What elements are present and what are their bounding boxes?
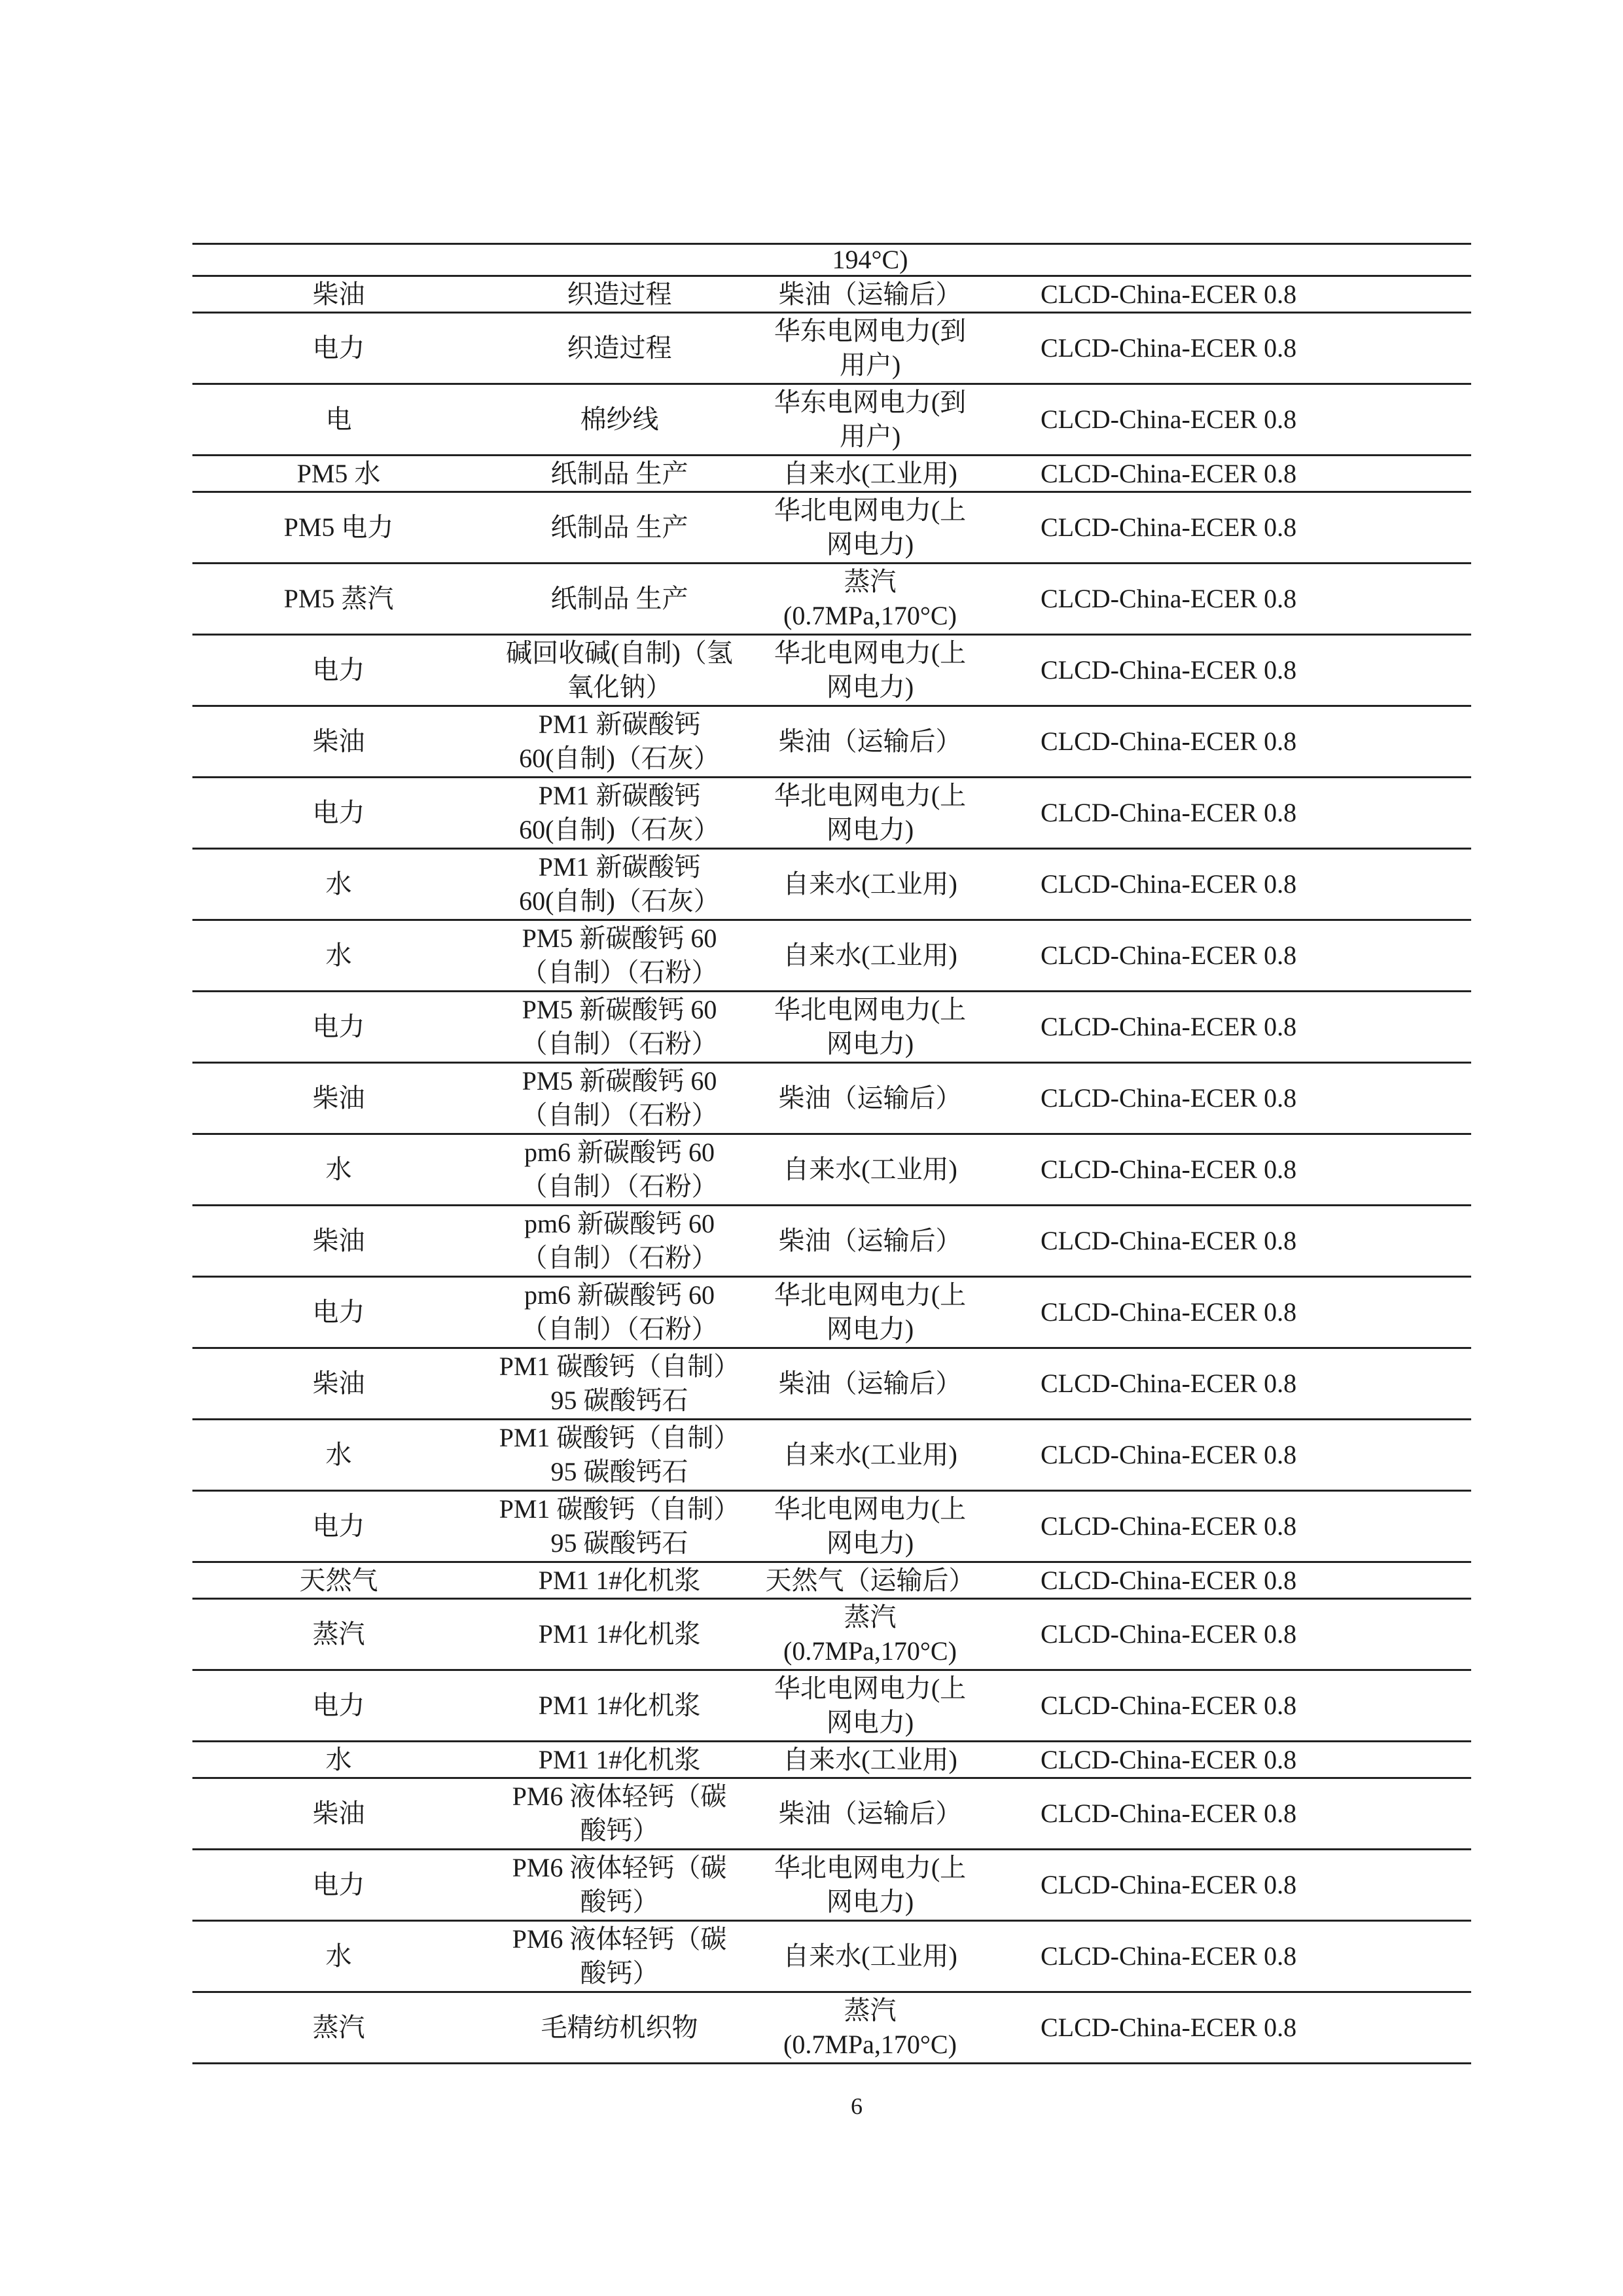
database-cell: CLCD-China-ECER 0.8 (1041, 1565, 1297, 1595)
process-cell: 纸制品 生产 (550, 584, 688, 613)
table-row (192, 1206, 1471, 1278)
database-cell: CLCD-China-ECER 0.8 (1041, 1297, 1297, 1327)
input-name-cell: PM5 水 (296, 458, 381, 488)
table-row (192, 1922, 1471, 1993)
input-name-cell: 蒸汽 (312, 2013, 365, 2042)
dataset-cell: 柴油（运输后） (778, 726, 962, 756)
process-cell: PM6 液体轻钙（碳 酸钙） (512, 1924, 727, 1988)
table-row (192, 277, 1471, 314)
dataset-cell: 自来水(工业用) (783, 1941, 957, 1971)
dataset-cell: 华北电网电力(上 网电力) (774, 995, 967, 1058)
dataset-cell: 柴油（运输后） (778, 1226, 962, 1255)
table-row (192, 385, 1471, 456)
database-cell: CLCD-China-ECER 0.8 (1041, 1440, 1297, 1469)
table-row (192, 636, 1471, 707)
database-cell: CLCD-China-ECER 0.8 (1041, 404, 1297, 434)
database-cell: CLCD-China-ECER 0.8 (1041, 1155, 1297, 1184)
process-cell: 纸制品 生产 (550, 512, 688, 542)
dataset-cell: 自来水(工业用) (783, 869, 957, 899)
database-cell: CLCD-China-ECER 0.8 (1041, 1083, 1297, 1113)
database-cell: CLCD-China-ECER 0.8 (1041, 279, 1297, 309)
table-row (192, 1349, 1471, 1420)
process-cell: PM6 液体轻钙（碳 酸钙） (512, 1853, 727, 1916)
database-cell: CLCD-China-ECER 0.8 (1041, 333, 1297, 363)
dataset-cell: 自来水(工业用) (783, 1744, 957, 1774)
database-cell: CLCD-China-ECER 0.8 (1041, 458, 1297, 488)
table-row (192, 1742, 1471, 1779)
database-cell: CLCD-China-ECER 0.8 (1041, 1511, 1297, 1541)
input-name-cell: 水 (325, 1941, 352, 1971)
process-cell: PM1 1#化机浆 (538, 1691, 701, 1720)
database-cell: CLCD-China-ECER 0.8 (1041, 798, 1297, 827)
database-cell: CLCD-China-ECER 0.8 (1041, 584, 1297, 613)
table-row (192, 1420, 1471, 1492)
database-cell (986, 245, 1471, 275)
input-name-cell: 柴油 (312, 726, 365, 756)
dataset-cell: 华北电网电力(上 网电力) (774, 1674, 967, 1737)
input-name-cell: 电 (325, 404, 352, 434)
input-name-cell: 电力 (312, 655, 365, 685)
process-cell: pm6 新碳酸钙 60 （自制）（石粉） (521, 1280, 718, 1344)
database-cell: CLCD-China-ECER 0.8 (1041, 941, 1297, 970)
process-cell: pm6 新碳酸钙 60 （自制）（石粉） (521, 1209, 718, 1272)
process-cell: PM1 新碳酸钙 60(自制)（石灰） (519, 709, 720, 773)
input-name-cell: 电力 (312, 1511, 365, 1541)
table-row (192, 493, 1471, 564)
dataset-cell: 华北电网电力(上 网电力) (774, 1853, 967, 1916)
table-row (192, 314, 1471, 385)
dataset-cell: 自来水(工业用) (783, 458, 957, 488)
process-cell: PM5 新碳酸钙 60 （自制）（石粉） (521, 1066, 718, 1130)
dataset-cell: 蒸汽 (0.7MPa,170°C) (783, 1996, 957, 2059)
input-name-cell: 水 (325, 1440, 352, 1469)
table-row (192, 992, 1471, 1064)
table-row (192, 921, 1471, 992)
process-cell: 毛精纺机织物 (541, 2013, 698, 2042)
dataset-cell: 蒸汽 (0.7MPa,170°C) (783, 1602, 957, 1666)
dataset-cell: 柴油（运输后） (778, 279, 962, 309)
process-cell: PM1 1#化机浆 (538, 1744, 701, 1774)
input-name-cell: PM5 电力 (283, 512, 394, 542)
input-name-cell: 电力 (312, 1012, 365, 1041)
input-name-cell: 电力 (312, 798, 365, 827)
table-row (192, 1600, 1471, 1671)
dataset-cell: 自来水(工业用) (783, 1155, 957, 1184)
input-name-cell: 水 (325, 1744, 352, 1774)
database-cell: CLCD-China-ECER 0.8 (1041, 869, 1297, 899)
process-cell: PM5 新碳酸钙 60 （自制）（石粉） (521, 924, 718, 987)
input-name-cell: 电力 (312, 1297, 365, 1327)
input-name-cell (192, 245, 485, 275)
data-table (192, 243, 1471, 2064)
dataset-cell: 华北电网电力(上 网电力) (774, 495, 967, 559)
dataset-cell: 华东电网电力(到 用户) (774, 387, 967, 451)
dataset-cell: 194°C) (832, 245, 908, 274)
dataset-cell: 自来水(工业用) (783, 1440, 957, 1469)
dataset-cell: 自来水(工业用) (783, 941, 957, 970)
process-cell (485, 245, 754, 275)
page-number: 6 (851, 2093, 863, 2119)
input-name-cell: 柴油 (312, 1799, 365, 1828)
database-cell: CLCD-China-ECER 0.8 (1041, 1226, 1297, 1255)
dataset-cell: 柴油（运输后） (778, 1369, 962, 1398)
dataset-cell: 天然气（运输后） (765, 1565, 975, 1595)
input-name-cell: 天然气 (299, 1565, 378, 1595)
dataset-cell: 华北电网电力(上 网电力) (774, 1494, 967, 1558)
input-name-cell: 水 (325, 941, 352, 970)
database-cell: CLCD-China-ECER 0.8 (1041, 1619, 1297, 1649)
input-name-cell: 柴油 (312, 1083, 365, 1113)
process-cell: PM5 新碳酸钙 60 （自制）（石粉） (521, 995, 718, 1058)
process-cell: 织造过程 (567, 333, 672, 363)
table-row (192, 1492, 1471, 1563)
dataset-cell: 柴油（运输后） (778, 1799, 962, 1828)
database-cell: CLCD-China-ECER 0.8 (1041, 1744, 1297, 1774)
process-cell: PM1 新碳酸钙 60(自制)（石灰） (519, 852, 720, 916)
process-cell: PM1 碳酸钙（自制） 95 碳酸钙石 (499, 1352, 740, 1415)
dataset-cell: 蒸汽 (0.7MPa,170°C) (783, 567, 957, 630)
input-name-cell: 柴油 (312, 1226, 365, 1255)
input-name-cell: 水 (325, 1155, 352, 1184)
process-cell: 织造过程 (567, 279, 672, 309)
process-cell: PM1 1#化机浆 (538, 1619, 701, 1649)
database-cell: CLCD-China-ECER 0.8 (1041, 1870, 1297, 1899)
process-cell: PM6 液体轻钙（碳 酸钙） (512, 1782, 727, 1845)
database-cell: CLCD-China-ECER 0.8 (1041, 726, 1297, 756)
database-cell: CLCD-China-ECER 0.8 (1041, 1799, 1297, 1828)
table-row (192, 564, 1471, 636)
table-row (192, 1064, 1471, 1135)
table-row (192, 850, 1471, 921)
table-row (192, 1779, 1471, 1850)
process-cell: pm6 新碳酸钙 60 （自制）（石粉） (521, 1138, 718, 1201)
database-cell: CLCD-China-ECER 0.8 (1041, 1941, 1297, 1971)
dataset-cell: 华东电网电力(到 用户) (774, 316, 967, 380)
process-cell: PM1 碳酸钙（自制） 95 碳酸钙石 (499, 1494, 740, 1558)
table-row (192, 1135, 1471, 1206)
table-row (192, 1278, 1471, 1349)
process-cell: 纸制品 生产 (550, 458, 688, 488)
input-name-cell: 电力 (312, 1691, 365, 1720)
table-row (192, 778, 1471, 850)
table-row (192, 1850, 1471, 1922)
process-cell: 碱回收碱(自制)（氢 氧化钠） (506, 638, 733, 702)
table-row (192, 456, 1471, 493)
dataset-cell: 华北电网电力(上 网电力) (774, 1280, 967, 1344)
table-row (192, 1671, 1471, 1742)
table-row (192, 707, 1471, 778)
dataset-cell: 华北电网电力(上 网电力) (774, 638, 967, 702)
table-row (192, 1993, 1471, 2064)
input-name-cell: 电力 (312, 1870, 365, 1899)
database-cell: CLCD-China-ECER 0.8 (1041, 1691, 1297, 1720)
process-cell: PM1 1#化机浆 (538, 1565, 701, 1595)
database-cell: CLCD-China-ECER 0.8 (1041, 1012, 1297, 1041)
process-cell: 棉纱线 (580, 404, 659, 434)
database-cell: CLCD-China-ECER 0.8 (1041, 2013, 1297, 2042)
table-row (192, 1563, 1471, 1600)
database-cell: CLCD-China-ECER 0.8 (1041, 512, 1297, 542)
input-name-cell: 蒸汽 (312, 1619, 365, 1649)
database-cell: CLCD-China-ECER 0.8 (1041, 1369, 1297, 1398)
input-name-cell: 水 (325, 869, 352, 899)
table-row (192, 245, 1471, 277)
process-cell: PM1 碳酸钙（自制） 95 碳酸钙石 (499, 1423, 740, 1486)
input-name-cell: 柴油 (312, 279, 365, 309)
input-name-cell: 柴油 (312, 1369, 365, 1398)
database-cell: CLCD-China-ECER 0.8 (1041, 655, 1297, 685)
dataset-cell: 柴油（运输后） (778, 1083, 962, 1113)
input-name-cell: 电力 (312, 333, 365, 363)
process-cell: PM1 新碳酸钙 60(自制)（石灰） (519, 781, 720, 844)
input-name-cell: PM5 蒸汽 (283, 584, 394, 613)
dataset-cell: 华北电网电力(上 网电力) (774, 781, 967, 844)
